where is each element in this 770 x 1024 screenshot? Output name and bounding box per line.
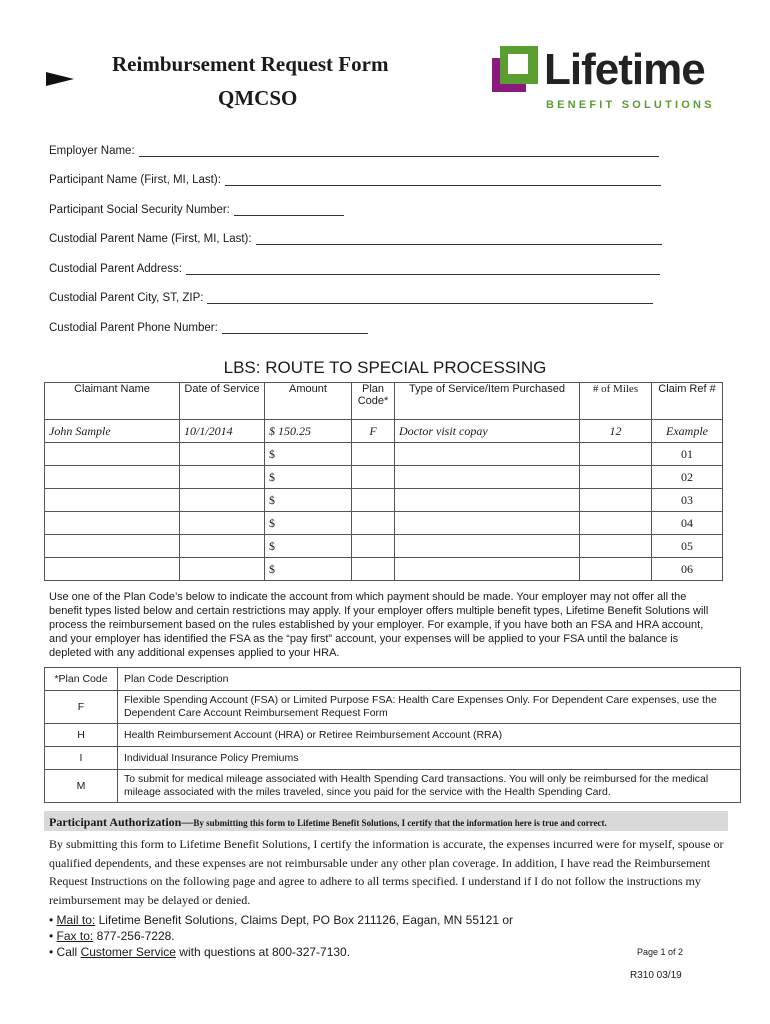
- cell-date[interactable]: [180, 558, 265, 581]
- mail-to-line: [49, 913, 513, 927]
- cell-amount[interactable]: $: [265, 558, 352, 581]
- codes-header-row: [45, 668, 741, 691]
- cell-name[interactable]: [45, 466, 180, 489]
- cell-miles[interactable]: [580, 466, 652, 489]
- cell-type[interactable]: [395, 535, 580, 558]
- cell-plan[interactable]: [352, 443, 395, 466]
- col-type-of-service: Type of Service/Item Purchased: [395, 383, 580, 420]
- code-description: Individual Insurance Policy Premiums: [118, 747, 741, 770]
- field-blank[interactable]: [186, 262, 660, 275]
- bullet-icon: •: [49, 929, 54, 943]
- table-row: [45, 770, 741, 803]
- cell-date[interactable]: [180, 512, 265, 535]
- code-cell: H: [45, 724, 118, 747]
- cell-name[interactable]: [45, 489, 180, 512]
- col-claimant-name: Claimant Name: [45, 383, 180, 420]
- cell-amount[interactable]: $: [265, 489, 352, 512]
- field-label: Custodial Parent City, ST, ZIP:: [49, 292, 204, 304]
- cell-amount: $ 150.25: [265, 420, 352, 443]
- table-row[interactable]: [45, 466, 723, 489]
- cell-miles[interactable]: [580, 558, 652, 581]
- cell-ref: 05: [652, 535, 723, 558]
- cell-ref: 01: [652, 443, 723, 466]
- col-claim-ref: Claim Ref #: [652, 383, 723, 420]
- plan-codes-table: [44, 667, 741, 803]
- cell-type[interactable]: [395, 512, 580, 535]
- custodial-parent-phone-field[interactable]: [49, 321, 368, 334]
- table-row: [45, 724, 741, 747]
- cell-miles[interactable]: [580, 535, 652, 558]
- table-row: [45, 747, 741, 770]
- cell-miles[interactable]: [580, 443, 652, 466]
- col-plan-code: Plan Code*: [352, 383, 395, 420]
- cell-name[interactable]: [45, 535, 180, 558]
- authorization-subtitle: By submitting this form to Lifetime Benefit Solutions, I certify that the information here is true and correct.: [193, 818, 607, 828]
- cell-plan: F: [352, 420, 395, 443]
- cell-ref: 06: [652, 558, 723, 581]
- col-amount: Amount: [265, 383, 352, 420]
- cell-ref: 03: [652, 489, 723, 512]
- table-row-example: [45, 420, 723, 443]
- cell-date[interactable]: [180, 466, 265, 489]
- pointer-arrow-icon: [46, 72, 74, 86]
- table-row[interactable]: [45, 512, 723, 535]
- cell-plan[interactable]: [352, 558, 395, 581]
- customer-service-label: Customer Service: [80, 945, 176, 959]
- field-blank[interactable]: [225, 173, 661, 186]
- field-label: Custodial Parent Name (First, MI, Last):: [49, 233, 252, 245]
- cell-ref: 02: [652, 466, 723, 489]
- cell-amount[interactable]: $: [265, 443, 352, 466]
- cell-type[interactable]: [395, 443, 580, 466]
- mail-label: Mail to:: [56, 913, 96, 927]
- field-blank[interactable]: [222, 321, 368, 334]
- field-blank[interactable]: [207, 291, 653, 304]
- authorization-heading: [49, 815, 607, 830]
- employer-name-field[interactable]: [49, 144, 659, 157]
- fax-label: Fax to:: [56, 929, 94, 943]
- table-row[interactable]: [45, 443, 723, 466]
- cell-amount[interactable]: $: [265, 535, 352, 558]
- cell-miles: 12: [580, 420, 652, 443]
- cell-type[interactable]: [395, 489, 580, 512]
- field-label: Employer Name:: [49, 145, 135, 157]
- field-blank[interactable]: [139, 144, 659, 157]
- code-cell: M: [45, 770, 118, 803]
- authorization-title: Participant Authorization—: [49, 815, 194, 829]
- plan-code-instructions: Use one of the Plan Code’s below to indicate the account from which payment should be made. Your employer may not offer all the benefit types listed below and certain restrictions may apply. If your employer offers multiple benefit types, Lifetime Benefit Solutions will process the reimbursement based on the rules established by your employer. For example, if you have both an FSA and HRA account, and your employer has identified the FSA as the “pay first” account, your expenses will be applied to your FSA until the balance is depleted with any additional expenses applied to your HRA.: [49, 591, 709, 659]
- table-row[interactable]: [45, 558, 723, 581]
- cell-miles[interactable]: [580, 489, 652, 512]
- form-title: Reimbursement Request Form: [112, 52, 389, 76]
- form-subtitle: QMCSO: [218, 86, 298, 110]
- fax-to-line: [49, 929, 175, 943]
- cell-amount[interactable]: $: [265, 466, 352, 489]
- call-text: with questions at 800-327-7130.: [179, 945, 351, 959]
- cell-name: John Sample: [45, 420, 180, 443]
- field-label: Custodial Parent Phone Number:: [49, 322, 218, 334]
- field-label: Participant Social Security Number:: [49, 204, 230, 216]
- field-blank[interactable]: [256, 232, 662, 245]
- cell-plan[interactable]: [352, 535, 395, 558]
- cell-name[interactable]: [45, 512, 180, 535]
- custodial-parent-name-field[interactable]: [49, 232, 662, 245]
- custodial-parent-city-field[interactable]: [49, 291, 653, 304]
- cell-miles[interactable]: [580, 512, 652, 535]
- bullet-icon: •: [49, 913, 54, 927]
- code-description: Health Reimbursement Account (HRA) or Retiree Reimbursement Account (RRA): [118, 724, 741, 747]
- custodial-parent-address-field[interactable]: [49, 262, 660, 275]
- page-number: Page 1 of 2: [637, 947, 684, 957]
- call-prefix: Call: [56, 945, 78, 959]
- fax-text: 877-256-7228.: [96, 929, 175, 943]
- cell-plan[interactable]: [352, 489, 395, 512]
- call-line: [49, 945, 350, 959]
- cell-ref: 04: [652, 512, 723, 535]
- col-miles: # of Miles: [580, 383, 652, 420]
- cell-ref: Example: [652, 420, 723, 443]
- field-blank[interactable]: [234, 203, 344, 216]
- cell-plan[interactable]: [352, 466, 395, 489]
- cell-type[interactable]: [395, 466, 580, 489]
- claims-table: [44, 382, 723, 581]
- revision-code: R310 03/19: [630, 970, 682, 981]
- code-description: To submit for medical mileage associated with Health Spending Card transactions. You will only be reimbursed for the medical mileage associated with the miles traveled, since you paid for the service with the Health Spending Card.: [118, 770, 741, 803]
- field-label: Participant Name (First, MI, Last):: [49, 174, 221, 186]
- cell-date: 10/1/2014: [180, 420, 265, 443]
- cell-plan[interactable]: [352, 512, 395, 535]
- code-cell: F: [45, 691, 118, 724]
- logo-wordmark: Lifetime: [544, 45, 705, 94]
- code-description: Flexible Spending Account (FSA) or Limited Purpose FSA: Health Care Expenses Only. For Dependent Care expenses, use the Dependent Care Account Reimbursement Request Form: [118, 691, 741, 724]
- authorization-body: By submitting this form to Lifetime Benefit Solutions, I certify the information is accurate, the expenses incurred were for myself, spouse or qualified dependents, and these expenses are not reimbursable under any other plan coverage. In addition, I have read the Reimbursement Request Instructions on the following page and agree to adhere to all terms specified. I understand if I do not follow the instructions my reimbursement may be delayed or denied.: [49, 837, 724, 907]
- col-date-of-service: Date of Service: [180, 383, 265, 420]
- bullet-icon: •: [49, 945, 54, 959]
- cell-date[interactable]: [180, 535, 265, 558]
- participant-name-field[interactable]: [49, 173, 661, 186]
- col-plan-code-description: Plan Code Description: [118, 668, 741, 691]
- cell-amount[interactable]: $: [265, 512, 352, 535]
- lifetime-logo-icon: [492, 46, 538, 92]
- table-row[interactable]: [45, 535, 723, 558]
- logo-tagline: BENEFIT SOLUTIONS: [546, 99, 715, 111]
- cell-type[interactable]: [395, 558, 580, 581]
- cell-date[interactable]: [180, 489, 265, 512]
- claims-header-row: [45, 383, 723, 420]
- table-row: [45, 691, 741, 724]
- cell-date[interactable]: [180, 443, 265, 466]
- mail-text: Lifetime Benefit Solutions, Claims Dept, PO Box 211126, Eagan, MN 55121 or: [98, 913, 514, 927]
- table-row[interactable]: [45, 489, 723, 512]
- cell-type: Doctor visit copay: [395, 420, 580, 443]
- cell-name[interactable]: [45, 558, 180, 581]
- route-section-title: LBS: ROUTE TO SPECIAL PROCESSING: [223, 358, 547, 377]
- field-label: Custodial Parent Address:: [49, 263, 182, 275]
- col-plan-code: *Plan Code: [45, 668, 118, 691]
- cell-name[interactable]: [45, 443, 180, 466]
- participant-ssn-field[interactable]: [49, 203, 344, 216]
- code-cell: I: [45, 747, 118, 770]
